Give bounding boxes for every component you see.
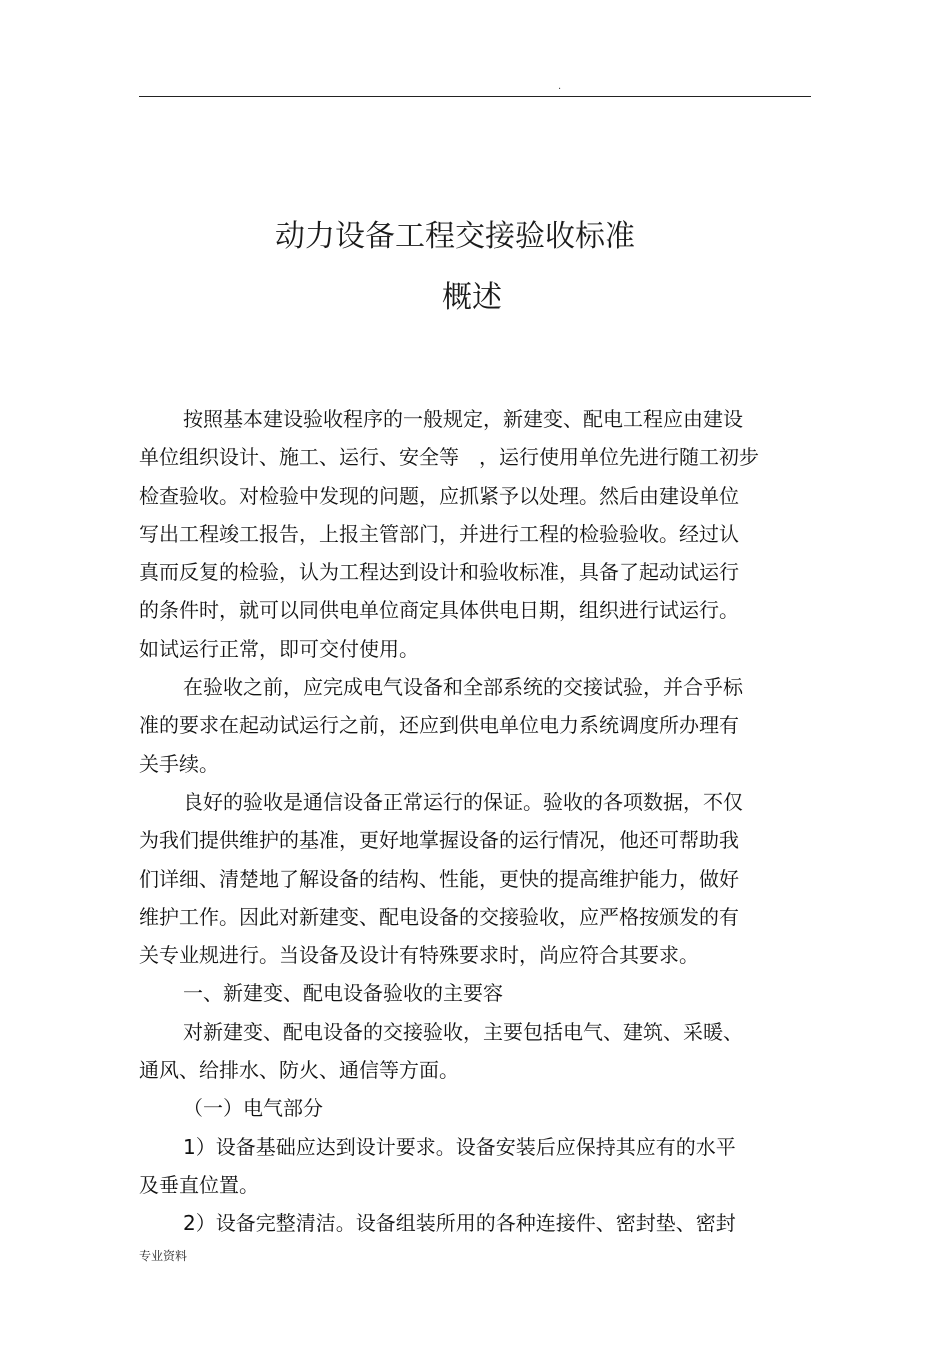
list-item <box>139 1204 811 1242</box>
text-line: 检查验收。对检验中发现的问题，应抓紧予以处理。然后由建设单位 <box>139 483 739 508</box>
section-heading <box>139 974 811 1012</box>
text-line: 1）设备基础应达到设计要求。设备安装后应保持其应有的水平 <box>183 1134 736 1159</box>
text-line: 良好的验收是通信设备正常运行的保证。验收的各项数据，不仅 <box>183 789 743 814</box>
text-line: 写出工程竣工报告，上报主管部门，并进行工程的检验验收。经过认 <box>139 521 739 546</box>
text-line: 一、新建变、配电设备验收的主要容 <box>183 981 503 1006</box>
text-line: 关专业规进行。当设备及设计有特殊要求时，尚应符合其要求。 <box>139 943 699 968</box>
document-body <box>139 400 811 1243</box>
text-line: 维护工作。因此对新建变、配电设备的交接验收，应严格按颁发的有 <box>139 904 739 929</box>
text-line: 关手续。 <box>139 751 219 776</box>
document-subtitle: 概述 <box>442 280 502 315</box>
text-line: 真而反复的检验，认为工程达到设计和验收标准，具备了起动试运行 <box>139 560 739 585</box>
text-line: 按照基本建设验收程序的一般规定，新建变、配电工程应由建设 <box>183 407 743 431</box>
footer-label: 专业资料 <box>139 1249 188 1263</box>
paragraph <box>139 668 811 783</box>
text-line: 通风、给排水、防火、通信等方面。 <box>139 1058 459 1083</box>
text-line: 为我们提供维护的基准，更好地掌握设备的运行情况，他还可帮助我 <box>139 828 739 853</box>
paragraph <box>139 783 811 974</box>
text-line: 单位组织设计、施工、运行、安全等 ，运行使用单位先进行随工初步 <box>139 445 759 470</box>
header-rule <box>139 96 811 97</box>
text-line: 在验收之前，应完成电气设备和全部系统的交接试验，并合乎标 <box>183 675 743 700</box>
text-line: 2）设备完整清洁。设备组装所用的各种连接件、密封垫、密封 <box>183 1211 736 1236</box>
subsection-heading <box>139 1089 811 1127</box>
text-line: 及垂直位置。 <box>139 1172 259 1197</box>
text-line: 对新建变、配电设备的交接验收，主要包括电气、建筑、采暖、 <box>183 1019 743 1044</box>
header-mark: . <box>558 81 562 92</box>
text-line: 的条件时，就可以同供电单位商定具体供电日期，组织进行试运行。 <box>139 598 739 623</box>
document-title: 动力设备工程交接验收标准 <box>275 219 635 254</box>
text-line: 们详细、清楚地了解设备的结构、性能，更快的提高维护能力，做好 <box>139 866 739 891</box>
text-line: 准的要求在起动试运行之前，还应到供电单位电力系统调度所办理有 <box>139 713 739 738</box>
paragraph <box>139 400 811 668</box>
list-item <box>139 1128 811 1205</box>
paragraph <box>139 1013 811 1090</box>
text-line: 如试运行正常，即可交付使用。 <box>139 636 419 661</box>
text-line: （一）电气部分 <box>183 1096 323 1121</box>
